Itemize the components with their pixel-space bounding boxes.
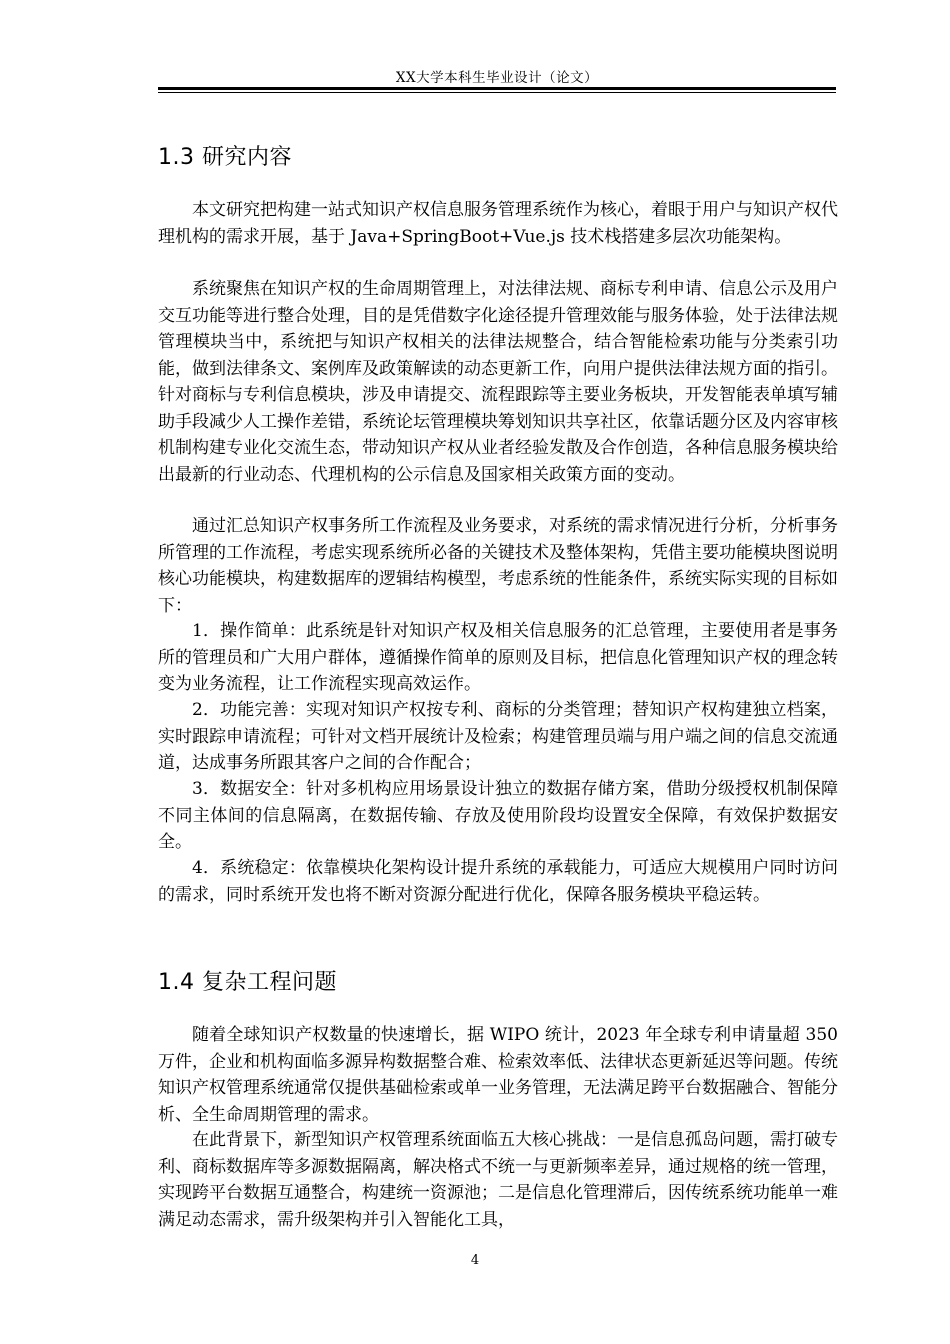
section-heading-1-4: 1.4 复杂工程问题 bbox=[158, 970, 337, 995]
list-item-2: 2．功能完善：实现对知识产权按专利、商标的分类管理；替知识产权构建独立档案，实时跟踪申请流程；可针对文档开展统计及检索；构建管理员端与用户端之间的信息交流通道，达成事务所跟其客户之间的合作配合； bbox=[158, 700, 838, 773]
paragraph: 通过汇总知识产权事务所工作流程及业务要求，对系统的需求情况进行分析，分析事务所管理的工作流程，考虑实现系统所必备的关键技术及整体架构，凭借主要功能模块图说明核心功能模块，构建数据库的逻辑结构模型，考虑系统的性能条件，系统实际实现的目标如下： bbox=[158, 516, 838, 616]
paragraph: 系统聚焦在知识产权的生命周期管理上，对法律法规、商标专利申请、信息公示及用户交互功能等进行整合处理，目的是凭借数字化途径提升管理效能与服务体验，处于法律法规管理模块当中，系统把与知识产权相关的法律法规整合，结合智能检索功能与分类索引功能，做到法律条文、案例库及政策解读的动态更新工作，向用户提供法律法规方面的指引。针对商标与专利信息模块，涉及申请提交、流程跟踪等主要业务板块，开发智能表单填写辅助手段减少人工操作差错，系统论坛管理模块筹划知识共享社区，依靠话题分区及内容审核机制构建专业化交流生态，带动知识产权从业者经验发散及合作创造，各种信息服务模块给出最新的行业动态、代理机构的公示信息及国家相关政策方面的变动。 bbox=[158, 279, 838, 485]
section-heading-1-3: 1.3 研究内容 bbox=[158, 145, 292, 170]
list-item-4: 4．系统稳定：依靠模块化架构设计提升系统的承载能力，可适应大规模用户同时访问的需求，同时系统开发也将不断对资源分配进行优化，保障各服务模块平稳运转。 bbox=[158, 858, 838, 905]
paragraph: 随着全球知识产权数量的快速增长，据 WIPO 统计，2023 年全球专利申请量超 350 万件，企业和机构面临多源异构数据整合难、检索效率低、法律状态更新延迟等问题。传统知识产权管理系统通常仅提供基础检索或单一业务管理，无法满足跨平台数据融合、智能分析、全生命周期管理的需求。 bbox=[158, 1025, 838, 1125]
page-number: 4 bbox=[470, 1253, 480, 1268]
paragraph: 在此背景下，新型知识产权管理系统面临五大核心挑战：一是信息孤岛问题，需打破专利、商标数据库等多源数据隔离，解决格式不统一与更新频率差异，通过规格的统一管理，实现跨平台数据互通整合，构建统一资源池；二是信息化管理滞后，因传统系统功能单一难满足动态需求，需升级架构并引入智能化工具， bbox=[158, 1130, 838, 1230]
list-item-3: 3．数据安全：针对多机构应用场景设计独立的数据存储方案，借助分级授权机制保障不同主体间的信息隔离，在数据传输、存放及使用阶段均设置安全保障，有效保护数据安全。 bbox=[158, 779, 838, 852]
header-rule-thick bbox=[158, 87, 836, 90]
list-item-1: 1．操作简单：此系统是针对知识产权及相关信息服务的汇总管理，主要使用者是事务所的管理员和广大用户群体，遵循操作简单的原则及目标，把信息化管理知识产权的理念转变为业务流程，让工作流程实现高效运作。 bbox=[158, 621, 838, 694]
running-header: XX大学本科生毕业设计（论文） bbox=[395, 70, 599, 86]
paragraph: 本文研究把构建一站式知识产权信息服务管理系统作为核心，着眼于用户与知识产权代理机构的需求开展，基于 Java+SpringBoot+Vue.js 技术栈搭建多层次功能架构。 bbox=[158, 200, 838, 247]
header-rule-thin bbox=[158, 92, 836, 93]
